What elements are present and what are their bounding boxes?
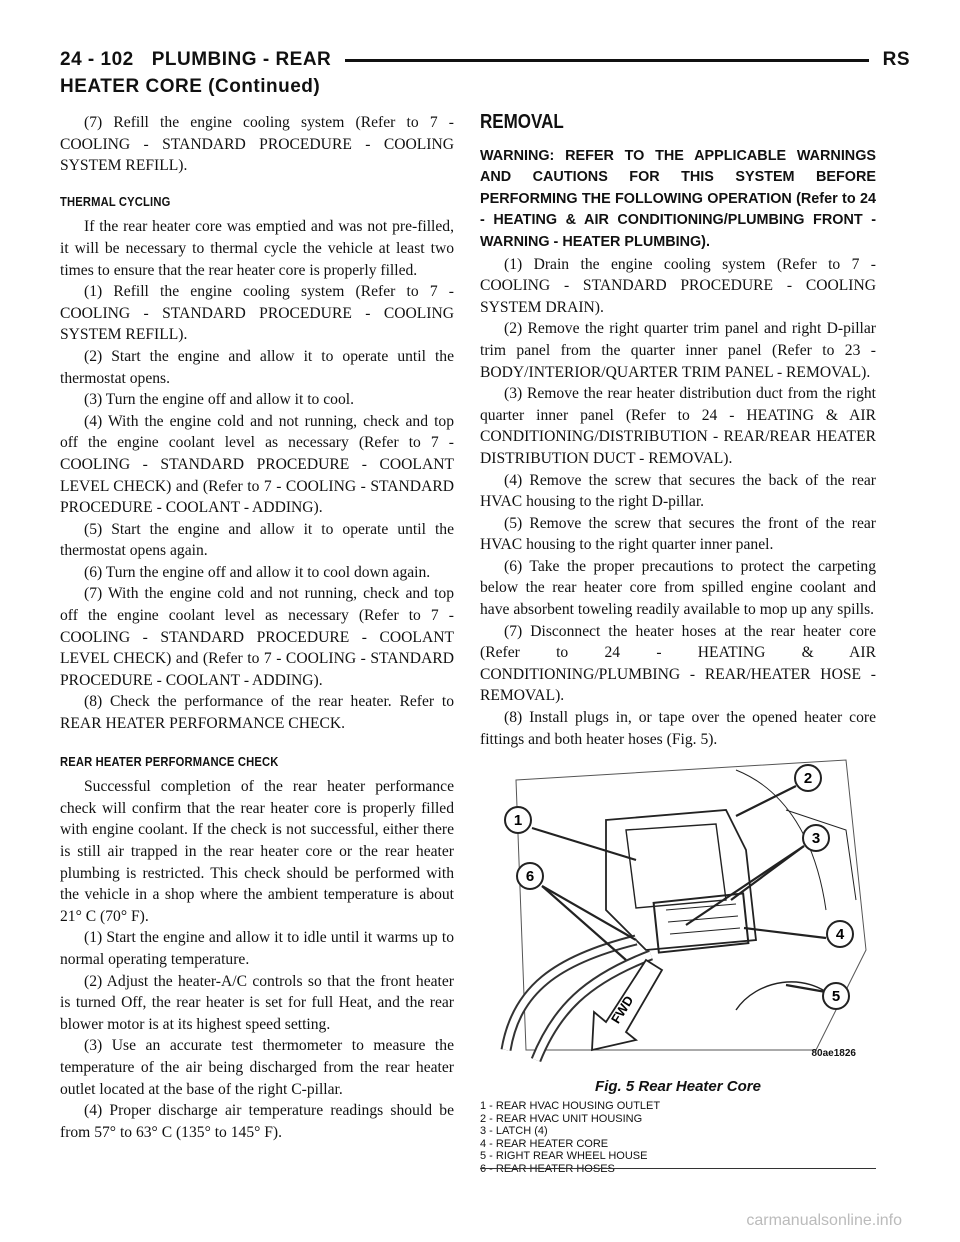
callout-6: 6 (525, 868, 535, 885)
legend-rule (480, 1168, 876, 1169)
fwd-label: FWD (607, 993, 637, 1027)
callout-4: 4 (835, 926, 845, 943)
thermal-step: (8) Check the performance of the rear heater. Refer to REAR HEATER PERFORMANCE CHECK. (60, 693, 454, 733)
performance-step: (3) Use an accurate test thermometer to measure the temperature of the air being discharged from the rear heater outlet located at the base of the right C-pillar. (60, 1037, 454, 1098)
removal-step: (2) Remove the right quarter trim panel and right D-pillar trim panel from the quarter inner panel (Refer to 23 - BODY/INTERIOR/QUARTER TRIM PANEL - REMOVAL). (480, 320, 876, 381)
rear-heater-core-illustration (486, 750, 872, 1068)
callout-1: 1 (513, 812, 523, 829)
figure-rear-heater-core (480, 750, 876, 1170)
page-number: 24 - 102 (60, 49, 134, 70)
thermal-step: (6) Turn the engine off and allow it to cool down again. (84, 563, 431, 581)
legend-item: 1 - REAR HVAC HOUSING OUTLET (480, 1100, 661, 1112)
legend-item: 2 - REAR HVAC UNIT HOUSING (480, 1112, 643, 1125)
thermal-step: (2) Start the engine and allow it to operate until the thermostat opens. (60, 347, 454, 387)
figure-caption: Fig. 5 Rear Heater Core (595, 1078, 761, 1095)
removal-step: (3) Remove the rear heater distribution duct from the right quarter inner panel (Refer to 24 - HEATING & AIR CONDITIONING/DISTRIBUTION - REAR/REAR HEATER DISTRIBUTION DUCT - REMOVAL). (480, 385, 876, 467)
section-title: HEATER CORE (Continued) (60, 76, 321, 97)
performance-step: (4) Proper discharge air temperature readings should be from 57° to 63° C (135° to 145° F). (60, 1102, 454, 1141)
legend-item: 5 - RIGHT REAR WHEEL HOUSE (480, 1150, 648, 1163)
legend-item: 4 - REAR HEATER CORE (480, 1137, 609, 1150)
performance-step: (2) Adjust the heater-A/C controls so that the front heater is turned Off, the rear heater is set for full Heat, and the rear blower motor is at its highest speed setting. (60, 972, 454, 1033)
thermal-cycling-intro: If the rear heater core was emptied and was not pre-filled, it will be necessary to thermal cycle the vehicle at least two times to ensure that the rear heater core is properly filled. (60, 218, 454, 279)
callout-2: 2 (803, 770, 813, 787)
figure-legend (480, 1100, 876, 1176)
warning-text: WARNING: REFER TO THE APPLICABLE WARNINGS AND CAUTIONS FOR THIS SYSTEM BEFORE PERFORMING THE FOLLOWING OPERATION (Refer to 24 - HEATING & AIR CONDITIONING/PLUMBING FRONT - WARNING - HEATER PLUMBING). (480, 147, 876, 250)
performance-step: (1) Start the engine and allow it to idle until it warms up to normal operating temperature. (60, 929, 454, 968)
thermal-step: (5) Start the engine and allow it to operate until the thermostat opens again. (60, 520, 454, 560)
thermal-step: (1) Refill the engine cooling system (Refer to 7 - COOLING - STANDARD PROCEDURE - COOLING SYSTEM REFILL). (60, 283, 454, 344)
header-rule (345, 59, 868, 62)
watermark: carmanualsonline.info (746, 1212, 902, 1229)
removal-step: (6) Take the proper precautions to protect the carpeting below the rear heater core from spilled engine coolant and have absorbent toweling readily available to mop up any spills. (480, 557, 876, 619)
performance-check-intro: Successful completion of the rear heater performance check will confirm that the rear heater core is properly filled with engine coolant. If the check is not successful, either there is still air trapped in the rear heater core or the rear heater plumbing is restricted. This check should be performed with the vehicle in a shop where the ambient temperature is about 21° C (70° F). (60, 778, 454, 925)
performance-check-heading: REAR HEATER PERFORMANCE CHECK (60, 753, 279, 769)
removal-heading: REMOVAL (480, 111, 564, 133)
page-header (60, 48, 910, 72)
removal-step: (5) Remove the screw that secures the front of the rear HVAC housing to the right quarter inner panel. (480, 514, 876, 554)
legend-item (480, 1163, 876, 1176)
removal-step: (4) Remove the screw that secures the back of the rear HVAC housing to the right D-pillar. (480, 471, 876, 511)
model-code: RS (882, 49, 910, 70)
thermal-step: (3) Turn the engine off and allow it to cool. (84, 391, 354, 409)
removal-step: (8) Install plugs in, or tape over the opened heater core fittings and both heater hoses (Fig. 5). (480, 709, 876, 748)
right-column (480, 112, 876, 750)
refill-step: (7) Refill the engine cooling system (Refer to 7 - COOLING - STANDARD PROCEDURE - COOLING SYSTEM REFILL). (60, 114, 454, 175)
figure-image-code: 80ae1826 (811, 1048, 856, 1059)
removal-step: (1) Drain the engine cooling system (Refer to 7 - COOLING - STANDARD PROCEDURE - COOLING SYSTEM DRAIN). (480, 255, 876, 316)
removal-step: (7) Disconnect the heater hoses at the rear heater core (Refer to 24 - HEATING & AIR CONDITIONING/PLUMBING - REAR/HEATER HOSE - REMOVAL). (480, 622, 876, 705)
callout-3: 3 (811, 830, 821, 847)
section-name: PLUMBING - REAR (151, 49, 332, 70)
thermal-cycling-heading: THERMAL CYCLING (60, 193, 171, 209)
callout-5: 5 (831, 988, 841, 1005)
thermal-step: (7) With the engine cold and not running, check and top off the engine coolant level as necessary (Refer to 7 - COOLING - STANDARD PROCEDURE - COOLANT LEVEL CHECK) and (Refer to 7 - COOLING - STANDARD PROCEDURE - COOLANT - ADDING). (60, 585, 454, 689)
thermal-step: (4) With the engine cold and not running, check and top off the engine coolant level as necessary (Refer to 7 - COOLING - STANDARD PROCEDURE - COOLANT LEVEL CHECK) and (Refer to 7 - COOLING - STANDARD PROCEDURE - COOLANT - ADDING). (60, 412, 454, 517)
legend-item: 3 - LATCH (4) (480, 1125, 548, 1138)
left-column (60, 112, 454, 1143)
